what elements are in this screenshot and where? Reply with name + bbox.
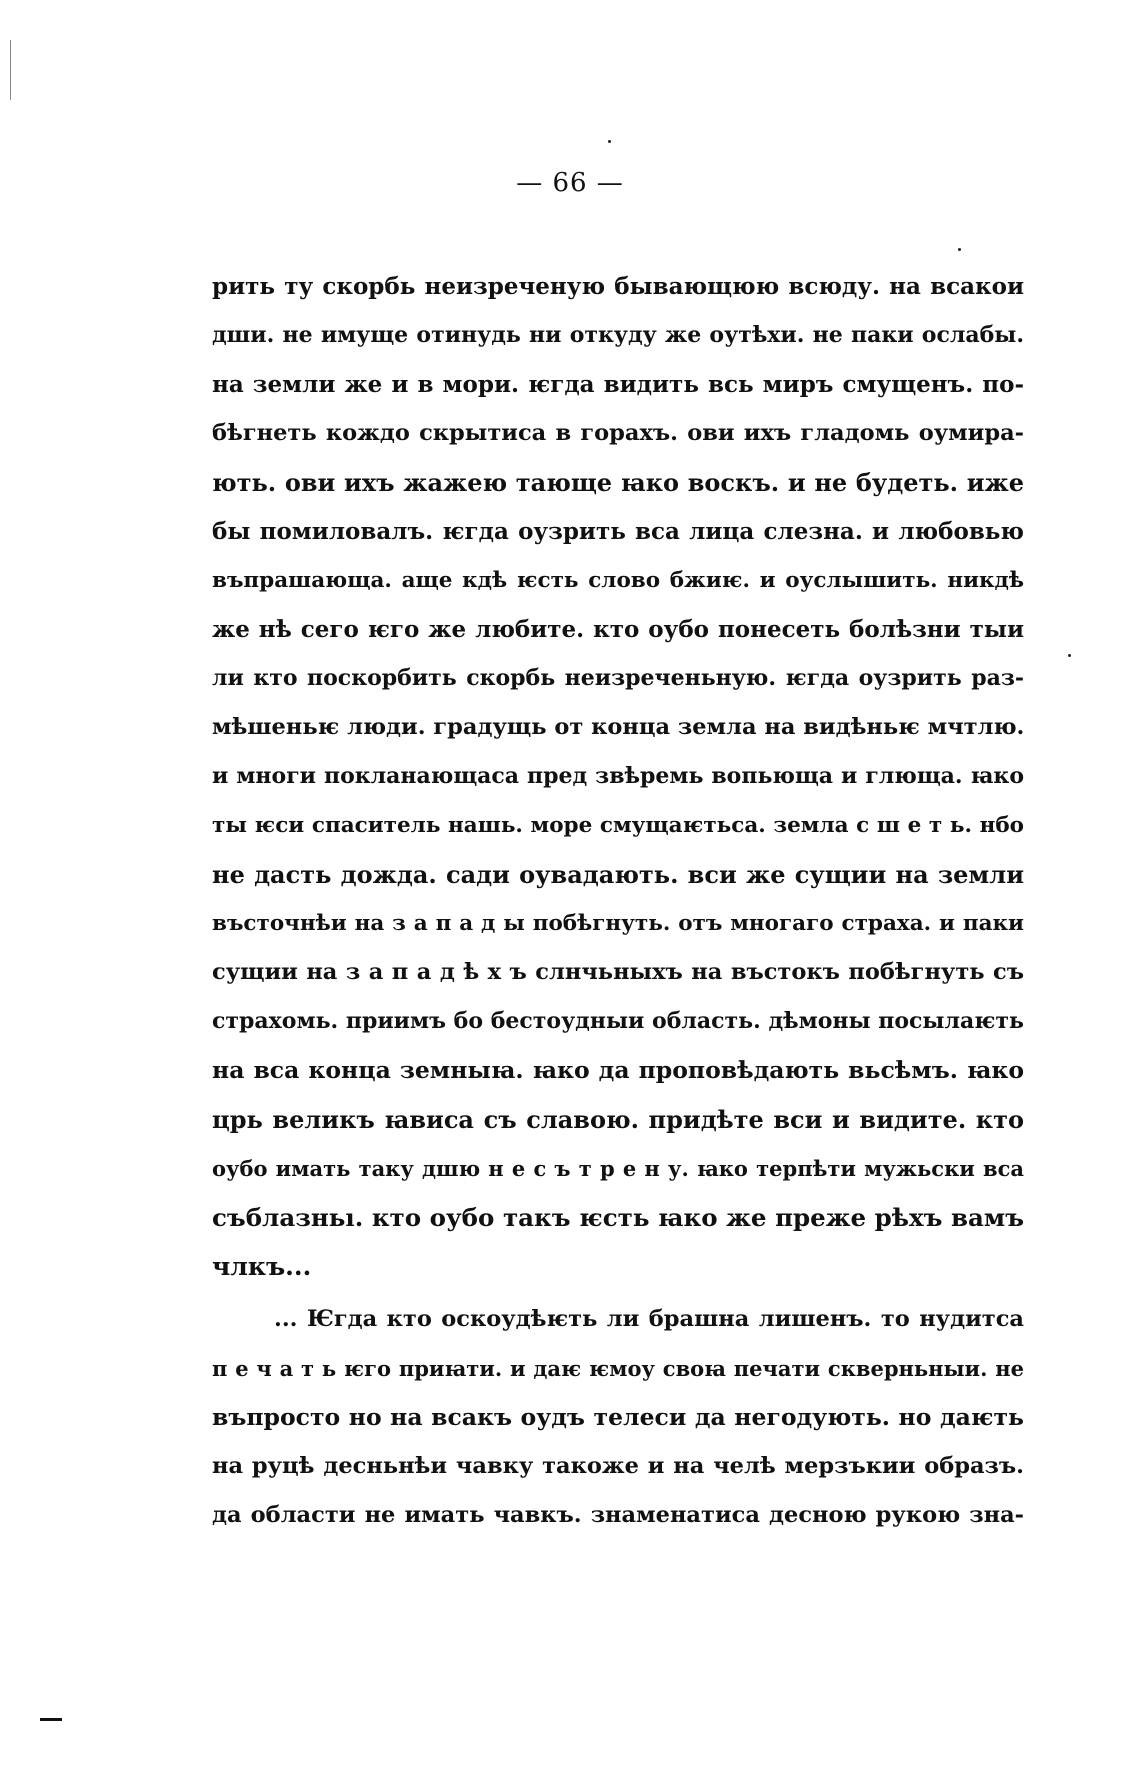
text-line: бѣгнеть кождо скрытиса в горахъ. ови ихъ гладомь оумира-	[212, 420, 1024, 446]
speck-dot	[608, 140, 611, 143]
margin-scan-line	[10, 40, 11, 100]
speck-dot	[958, 248, 961, 251]
text-line: мѣшеньѥ люди. градущь от конца земла на видѣньѥ мчтлю.	[212, 714, 1025, 740]
paragraph-start-line: ... Ѥгда кто оскоудѣѥть ли брашна лишенъ. то нудитса	[274, 1306, 1024, 1332]
text-line: же нѣ сего ѥго же любите. кто оубо понесеть болѣзни тыи	[212, 616, 1024, 643]
text-line: ли кто поскорбить скорбь неизреченьную. ѥгда оузрить раз-	[212, 665, 1024, 691]
text-line: въсточнѣи на з а п а д ы побѣгнуть. отъ многагo страха. и паки	[212, 911, 1024, 936]
text-line: на руцѣ десньнѣи чавку такоже и на челѣ мерзъкии образъ.	[212, 1453, 1024, 1479]
page-number: — 66 —	[516, 168, 624, 198]
corner-dash-mark	[40, 1718, 62, 1721]
text-line: въпрашающа. аще кдѣ ѥсть слово бжиѥ. и оуслышить. никдѣ	[212, 568, 1024, 593]
text-line: оубо имать таку дшю н е с ъ т р е н у. ꙗко терпѣти мужьски вса	[212, 1156, 1024, 1181]
text-line: рить ту скорбь неизреченую бывающюю всюду. на всакои	[212, 273, 1024, 300]
text-line: не дасть дожда. сади оувадають. вси же сущии на земли	[212, 860, 1024, 889]
text-line: ють. ови ихъ жажею тающе ꙗко воскъ. и не будеть. иже	[212, 468, 1024, 497]
speck-dot	[1068, 654, 1071, 657]
text-line: дши. не имуще отинудь ни откуду же оутѣхи. не паки ослабы.	[212, 322, 1024, 348]
text-line: члкъ...	[212, 1252, 312, 1281]
text-line: и многи покланающаса пред звѣремь вопьюща и глюща. ꙗко	[212, 763, 1024, 789]
text-line: сущии на з а п а д ѣ х ъ слнчьныхъ на въстокъ побѣгнуть съ	[212, 959, 1024, 985]
text-line: на вса конца земныꙗ. ꙗко да проповѣдають вьсѣмъ. ꙗко	[212, 1056, 1024, 1084]
text-line: п е ч а т ь ѥго приꙗти. и даѥ ѥмоу своꙗ печати скверньныи. не	[212, 1356, 1024, 1381]
body-text	[212, 262, 1024, 1540]
text-line: съблазньı. кто оубо такъ ѥсть ꙗко же преже рѣхъ вамъ	[212, 1203, 1024, 1232]
text-line: на земли же и в мори. ѥгда видить всь миръ смущенъ. по-	[212, 371, 1024, 398]
text-line: да области не имать чавкъ. знаменатиса десною рукою зна-	[212, 1502, 1024, 1528]
text-line: ты ѥси спаситель нашь. море смущаѥтьса. земла с ш е т ь. нбо	[212, 813, 1024, 838]
text-line: въпросто но на всакъ оудъ телеси да негодують. но даѥть	[212, 1403, 1024, 1431]
text-line: црь великъ ꙗвиса съ славою. придѣте вси и видите. кто	[212, 1105, 1024, 1134]
text-line: бы помиловалъ. ѥгда оузрить вса лица слезна. и любовью	[212, 518, 1024, 545]
text-line: страхомь. приимъ бо бестоудныи область. дѣмоны посылаѥть	[212, 1008, 1024, 1034]
